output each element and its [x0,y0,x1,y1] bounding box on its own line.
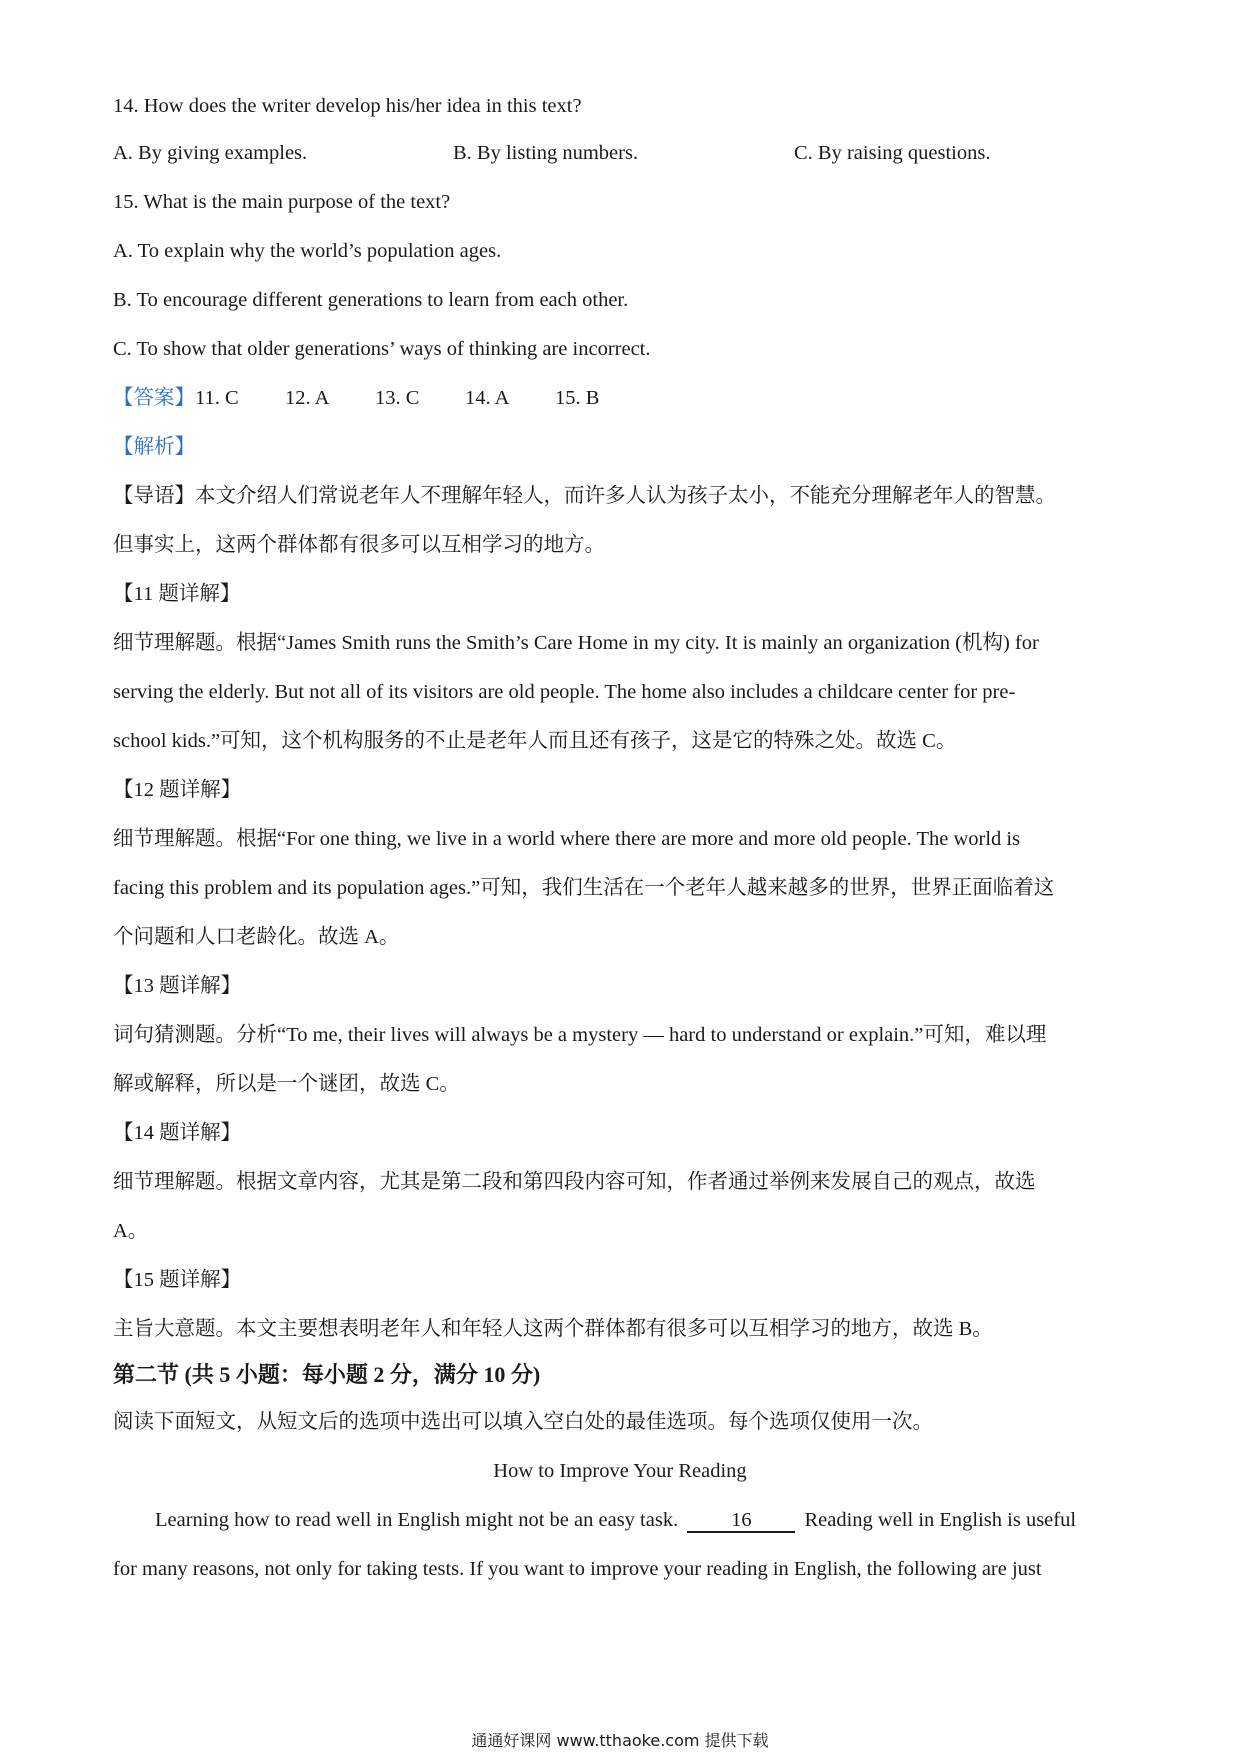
detail-13-line-1: 词句猜测题。分析“To me, their lives will always be a mystery — hard to understand or explain.”可知，难以理 [113,1024,1047,1046]
intro-line-2: 但事实上，这两个群体都有很多可以互相学习的地方。 [113,534,605,556]
detail-11-line-1: 细节理解题。根据“James Smith runs the Smith’s Care Home in my city. It is mainly an organization (机构) for [113,632,1039,654]
answer-tag: 【答案】 [113,387,195,409]
answer-item: 13. C [375,387,420,409]
section-instruction: 阅读下面短文，从短文后的选项中选出可以填入空白处的最佳选项。每个选项仅使用一次。 [113,1411,933,1433]
q15-option-b: B. To encourage different generations to learn from each other. [113,289,629,311]
passage-title: How to Improve Your Reading [493,1460,747,1482]
detail-12-line-2: facing this problem and its population ages.”可知，我们生活在一个老年人越来越多的世界，世界正面临着这 [113,877,1055,899]
detail-11-line-3: school kids.”可知，这个机构服务的不止是老年人而且还有孩子，这是它的特殊之处。故选 C。 [113,730,957,752]
detail-12-line-3: 个问题和人口老龄化。故选 A。 [113,926,400,948]
q14-option-a: A. By giving examples. [113,142,308,164]
detail-11-line-2: serving the elderly. But not all of its visitors are old people. The home also includes a childcare center for pre- [113,681,1016,703]
analysis-tag: 【解析】 [113,436,195,458]
answer-item: 11. C [195,387,239,409]
detail-15-title: 【15 题详解】 [113,1269,242,1291]
q15-option-a: A. To explain why the world’s population ages. [113,240,502,262]
q14-option-b: B. By listing numbers. [453,142,639,164]
answer-item: 14. A [465,387,510,409]
detail-14-line-1: 细节理解题。根据文章内容，尤其是第二段和第四段内容可知，作者通过举例来发展自己的观点，故选 [113,1171,1036,1193]
detail-14-line-2: A。 [113,1220,149,1242]
q14-stem: 14. How does the writer develop his/her idea in this text? [113,95,582,117]
answer-line [113,384,645,412]
detail-13-title: 【13 题详解】 [113,975,242,997]
passage-text: Reading well in English is useful [804,1509,1077,1531]
detail-12-title: 【12 题详解】 [113,779,242,801]
intro-line-1: 【导语】本文介绍人们常说老年人不理解年轻人，而许多人认为孩子太小，不能充分理解老年人的智慧。 [113,485,1056,507]
detail-13-line-2: 解或解释，所以是一个谜团，故选 C。 [113,1073,460,1095]
answer-item: 15. B [555,387,600,409]
footer-watermark: 通通好课网 www.tthaoke.com 提供下载 [471,1731,769,1750]
q15-stem: 15. What is the main purpose of the text? [113,191,451,213]
passage-line-2: for many reasons, not only for taking tests. If you want to improve your reading in English, the following are just [113,1558,1042,1580]
passage-text: Learning how to read well in English might not be an easy task. [155,1509,679,1531]
detail-14-title: 【14 题详解】 [113,1122,242,1144]
detail-15-line-1: 主旨大意题。本文主要想表明老年人和年轻人这两个群体都有很多可以互相学习的地方，故选 B。 [113,1318,993,1340]
detail-11-title: 【11 题详解】 [113,583,241,605]
blank-16: 16 [687,1509,795,1533]
q15-option-c: C. To show that older generations’ ways of thinking are incorrect. [113,338,651,360]
section-heading: 第二节 (共 5 小题：每小题 2 分，满分 10 分) [113,1362,541,1387]
answer-item: 12. A [285,387,330,409]
passage-line-1 [155,1506,1076,1534]
q14-option-c: C. By raising questions. [794,142,991,164]
detail-12-line-1: 细节理解题。根据“For one thing, we live in a world where there are more and more old people. The world is [113,828,1021,850]
